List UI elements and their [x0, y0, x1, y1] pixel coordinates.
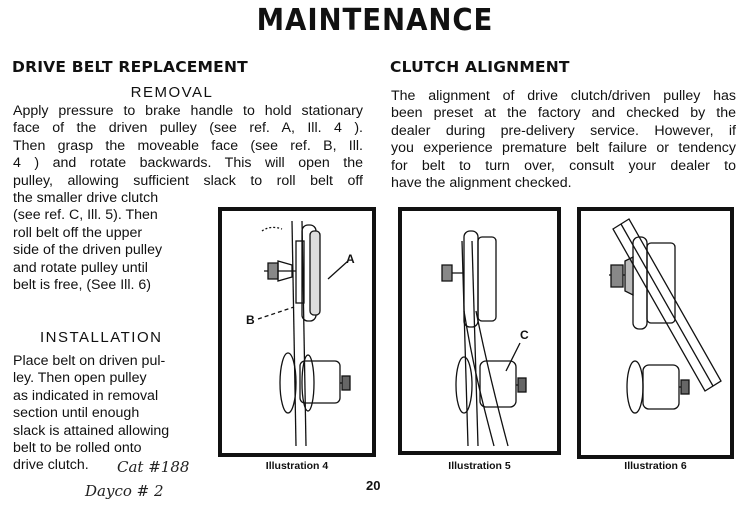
handwritten-note-1: Cat #188: [117, 458, 190, 476]
illustration-4-frame: [218, 207, 376, 457]
page-title: MAINTENANCE: [256, 3, 494, 38]
installation-paragraph: [13, 353, 201, 475]
alignment-line: have the alignment checked.: [391, 175, 572, 192]
removal-paragraph-narrow: [13, 190, 203, 294]
removal-line: belt is free, (See Ill. 6): [13, 277, 151, 294]
label-a: A: [346, 252, 355, 266]
installation-line: as indicated in removal: [13, 387, 159, 404]
label-b: B: [246, 313, 255, 327]
illustration-6-frame: [577, 207, 734, 459]
alignment-line: The alignment of drive clutch/driven pulley has: [391, 88, 736, 104]
installation-line: section until enough: [13, 405, 140, 422]
removal-line: face of the driven pulley (see ref. A, Ill. 4 ).: [13, 120, 363, 137]
drive-belt-heading: DRIVE BELT REPLACEMENT: [12, 58, 248, 76]
removal-line: Then grasp the moveable face (see ref. B, Ill.: [13, 137, 363, 154]
installation-line: slack is attained allowing: [13, 422, 170, 439]
removal-line: pulley, allowing sufficient slack to roll belt off: [13, 172, 363, 189]
removal-line: side of the driven pulley: [13, 242, 163, 259]
removal-line: roll belt off the upper: [13, 224, 143, 241]
clutch-alignment-heading: CLUTCH ALIGNMENT: [390, 58, 570, 76]
page-number: 20: [366, 478, 381, 493]
installation-line: Place belt on driven pul-: [13, 353, 166, 369]
removal-heading: REMOVAL: [130, 84, 214, 101]
handwritten-note-2: Dayco # 2: [85, 482, 164, 500]
alignment-line: for belt to turn over, consult your dealer to: [391, 157, 736, 174]
illustration-5-drawing: [402, 211, 557, 451]
clutch-alignment-paragraph: [391, 88, 736, 192]
installation-line: belt to be rolled onto: [13, 440, 142, 457]
removal-line: and rotate pulley until: [13, 259, 148, 276]
installation-heading: INSTALLATION: [40, 329, 163, 346]
removal-line: Apply pressure to brake handle to hold stationary: [13, 103, 363, 119]
label-c: C: [520, 328, 529, 342]
alignment-line: been preset at the factory and checked by the: [391, 105, 736, 122]
illustration-4-drawing: [222, 211, 372, 453]
illustration-6-drawing: [581, 211, 730, 455]
installation-line: ley. Then open pulley: [13, 370, 147, 387]
illustration-4-caption: Illustration 4: [265, 460, 329, 472]
removal-line: the smaller drive clutch: [13, 190, 159, 206]
illustration-5-caption: Illustration 5: [448, 460, 511, 472]
illustration-5-frame: [398, 207, 561, 455]
removal-line: (see ref. C, Ill. 5). Then: [13, 207, 158, 224]
installation-line: drive clutch.: [13, 457, 89, 474]
removal-paragraph-wide: [13, 103, 363, 190]
illustration-6-caption: Illustration 6: [624, 460, 687, 472]
alignment-line: you experience premature belt failure or tendency: [391, 140, 736, 157]
removal-line: 4 ) and rotate backwards. This will open the: [13, 155, 363, 172]
alignment-line: dealer during pre-delivery service. However, if: [391, 122, 736, 139]
